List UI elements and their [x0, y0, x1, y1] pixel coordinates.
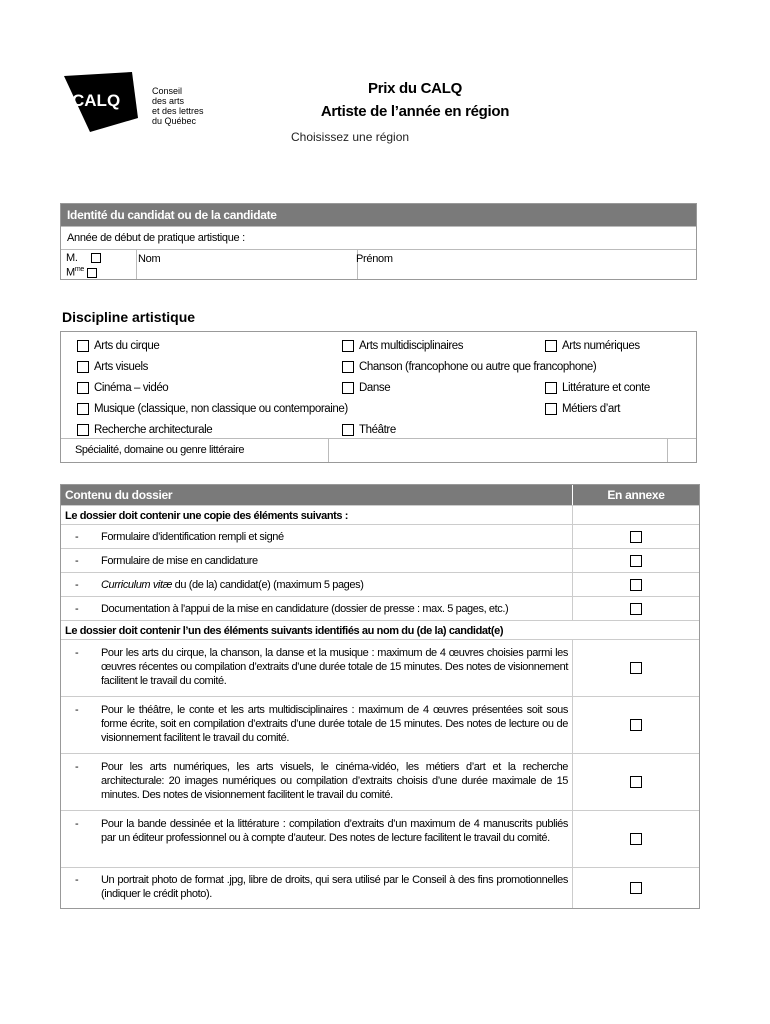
- item-cell: [61, 811, 573, 867]
- option-arts-multidisciplinaires[interactable]: [342, 340, 463, 352]
- item-dash: -: [75, 874, 79, 886]
- option-musique[interactable]: [77, 403, 348, 415]
- annex-checkbox[interactable]: [630, 719, 642, 731]
- item-cell: [61, 868, 573, 908]
- option-label: Arts numériques: [562, 340, 640, 352]
- annex-checkbox[interactable]: [630, 833, 642, 845]
- item-cell: [61, 754, 573, 810]
- checkbox[interactable]: [342, 424, 354, 436]
- table-row: [61, 596, 699, 620]
- checkbox[interactable]: [77, 403, 89, 415]
- specialty-label-cell: [61, 439, 329, 462]
- table-row: [61, 810, 699, 867]
- annex-cell: [573, 697, 699, 753]
- item-text: Pour les arts du cirque, la chanson, la danse et la musique : maximum de 4 œuvres choisies parmi les œuvres récentes ou compilation d’extraits d’une durée totale de 15 minutes. Des notes de visionnement facilitent le travail du comité.: [101, 647, 568, 687]
- civility-cell: [61, 250, 137, 279]
- item-text: du (de la) candidat(e) (maximum 5 pages): [174, 578, 364, 591]
- logo-text: [152, 86, 204, 126]
- logo-mark: CALQ: [72, 91, 121, 110]
- identity-heading: [61, 204, 696, 226]
- option-label: Musique (classique, non classique ou contemporaine): [94, 403, 348, 415]
- logo-line: du Québec: [152, 116, 197, 126]
- checkbox[interactable]: [545, 382, 557, 394]
- option-litterature-conte[interactable]: [545, 382, 650, 394]
- annex-cell: [573, 811, 699, 867]
- option-label: Arts multidisciplinaires: [359, 340, 464, 352]
- option-label: Arts du cirque: [94, 340, 160, 352]
- group-heading: Le dossier doit contenir l’un des éléments suivants identifiés au nom du (de la) candidat(e): [65, 625, 504, 637]
- table-row: [61, 548, 699, 572]
- name-row: [61, 249, 696, 279]
- specialty-row: [61, 438, 696, 462]
- item-cell: [61, 573, 573, 596]
- table-row: [61, 505, 699, 524]
- logo-line: et des lettres: [152, 106, 204, 116]
- item-cell: [61, 597, 573, 620]
- option-metiers-art[interactable]: [545, 403, 620, 415]
- item-dash: -: [75, 704, 79, 716]
- option-arts-visuels[interactable]: [77, 361, 148, 373]
- table-row: [61, 572, 699, 596]
- page-subtitle: Artiste de l’année en région: [320, 103, 510, 120]
- logo-line: Conseil: [152, 86, 183, 96]
- group-heading: Le dossier doit contenir une copie des éléments suivants :: [61, 506, 573, 524]
- option-arts-numeriques[interactable]: [545, 340, 640, 352]
- mrs-checkbox[interactable]: [87, 268, 97, 278]
- table-row: [61, 639, 699, 696]
- checkbox[interactable]: [342, 361, 354, 373]
- calq-logo: [60, 70, 140, 134]
- option-label: Arts visuels: [94, 361, 148, 373]
- empty-cell: [573, 506, 699, 524]
- item-text: Formulaire d’identification rempli et signé: [101, 530, 284, 543]
- option-label: Recherche architecturale: [94, 424, 213, 436]
- checkbox[interactable]: [77, 382, 89, 394]
- checkbox[interactable]: [77, 361, 89, 373]
- annex-checkbox[interactable]: [630, 603, 642, 615]
- item-dash: -: [75, 761, 79, 773]
- option-label: Danse: [359, 382, 391, 394]
- annex-cell: [573, 597, 699, 620]
- logo-line: des arts: [152, 96, 185, 106]
- annex-checkbox[interactable]: [630, 531, 642, 543]
- option-recherche-architecturale[interactable]: [77, 424, 212, 436]
- option-cinema-video[interactable]: [77, 382, 168, 394]
- identity-heading-rest: ou de la candidate: [174, 208, 277, 222]
- option-label: Théâtre: [359, 424, 396, 436]
- checkbox[interactable]: [77, 340, 89, 352]
- checkbox[interactable]: [545, 403, 557, 415]
- last-name-label: Nom: [138, 253, 161, 265]
- option-theatre[interactable]: [342, 424, 396, 436]
- item-dash: -: [75, 578, 79, 591]
- specialty-label: Spécialité, domaine ou genre littéraire: [75, 444, 245, 456]
- option-chanson[interactable]: [342, 361, 596, 373]
- annex-checkbox[interactable]: [630, 662, 642, 674]
- option-arts-cirque[interactable]: [77, 340, 159, 352]
- item-cell: [61, 640, 573, 696]
- discipline-title: Discipline artistique: [62, 309, 196, 325]
- item-text: Documentation à l’appui de la mise en candidature (dossier de presse : max. 5 pages, etc.): [101, 602, 509, 615]
- table-row: [61, 696, 699, 753]
- annex-checkbox[interactable]: [630, 776, 642, 788]
- start-year-label: Année de début de pratique artistique :: [67, 232, 245, 244]
- last-name-field[interactable]: [132, 250, 358, 279]
- mr-checkbox[interactable]: [91, 253, 101, 263]
- table-row: [61, 753, 699, 810]
- item-text: Pour le théâtre, le conte et les arts multidisciplinaires : maximum de 4 œuvres présentées soit sous forme écrite, soit en compilation d’extraits d’une durée totale de 15 minutes. Des notes de lecture ou de visionnement facilitent le travail du comité.: [101, 704, 568, 744]
- annex-cell: [573, 525, 699, 548]
- identity-section: [60, 203, 697, 280]
- discipline-box: [60, 331, 697, 463]
- item-cell: [61, 525, 573, 548]
- option-label: Cinéma – vidéo: [94, 382, 169, 394]
- checkbox[interactable]: [77, 424, 89, 436]
- first-name-label: Prénom: [356, 253, 393, 265]
- contents-header: [61, 485, 699, 505]
- annex-cell: [573, 549, 699, 572]
- contents-header-left: Contenu du dossier: [61, 485, 573, 505]
- checkbox[interactable]: [342, 340, 354, 352]
- item-dash: -: [75, 818, 79, 830]
- contents-header-right: En annexe: [607, 488, 665, 502]
- item-dash: -: [75, 530, 79, 543]
- item-text: Formulaire de mise en candidature: [101, 554, 258, 567]
- table-row: [61, 620, 699, 639]
- item-dash: -: [75, 554, 79, 567]
- identity-heading-main: Identité du candidat: [67, 208, 175, 222]
- item-cell: [61, 697, 573, 753]
- annex-checkbox[interactable]: [630, 579, 642, 591]
- first-name-field[interactable]: [352, 250, 696, 279]
- contents-table: [60, 484, 700, 909]
- item-cell: [61, 549, 573, 572]
- table-row: [61, 867, 699, 908]
- option-label: Métiers d’art: [562, 403, 621, 415]
- annex-cell: [573, 573, 699, 596]
- annex-cell: [573, 754, 699, 810]
- cv-italic: Curriculum vitæ: [101, 578, 173, 591]
- annex-cell: [573, 640, 699, 696]
- checkbox[interactable]: [545, 340, 557, 352]
- start-year-field[interactable]: [61, 226, 696, 249]
- item-dash: -: [75, 602, 79, 615]
- region-select[interactable]: Choisissez une région: [291, 130, 410, 144]
- item-dash: -: [75, 647, 79, 659]
- mrs-sup: me: [74, 266, 84, 273]
- page-title: Prix du CALQ: [368, 80, 462, 97]
- option-label: Littérature et conte: [562, 382, 650, 394]
- mr-label: M.: [66, 252, 78, 264]
- annex-cell: [573, 868, 699, 908]
- specialty-field[interactable]: [330, 439, 668, 462]
- annex-checkbox[interactable]: [630, 882, 642, 894]
- annex-checkbox[interactable]: [630, 555, 642, 567]
- item-text: Un portrait photo de format .jpg, libre de droits, qui sera utilisé par le Conseil à des fins promotionnelles (indiquer le crédit photo).: [101, 874, 568, 900]
- table-row: [61, 524, 699, 548]
- checkbox[interactable]: [342, 382, 354, 394]
- item-text: Pour les arts numériques, les arts visuels, le cinéma-vidéo, les métiers d’art et la recherche architecturale: 20 images numériques ou compilation d’extraits choisis d’une durée maximale de 15 minutes. Des notes de visionnement facilitent le travail du comité.: [101, 761, 568, 801]
- mrs-label: M: [66, 266, 75, 279]
- option-label: Chanson (francophone ou autre que francophone): [359, 361, 597, 373]
- item-text: Pour la bande dessinée et la littérature : compilation d’extraits d’un maximum de 4 manuscrits publiés par un éditeur professionnel ou à compte d’auteur. Des notes de lecture facilitent le travail du comité.: [101, 818, 568, 844]
- option-danse[interactable]: [342, 382, 390, 394]
